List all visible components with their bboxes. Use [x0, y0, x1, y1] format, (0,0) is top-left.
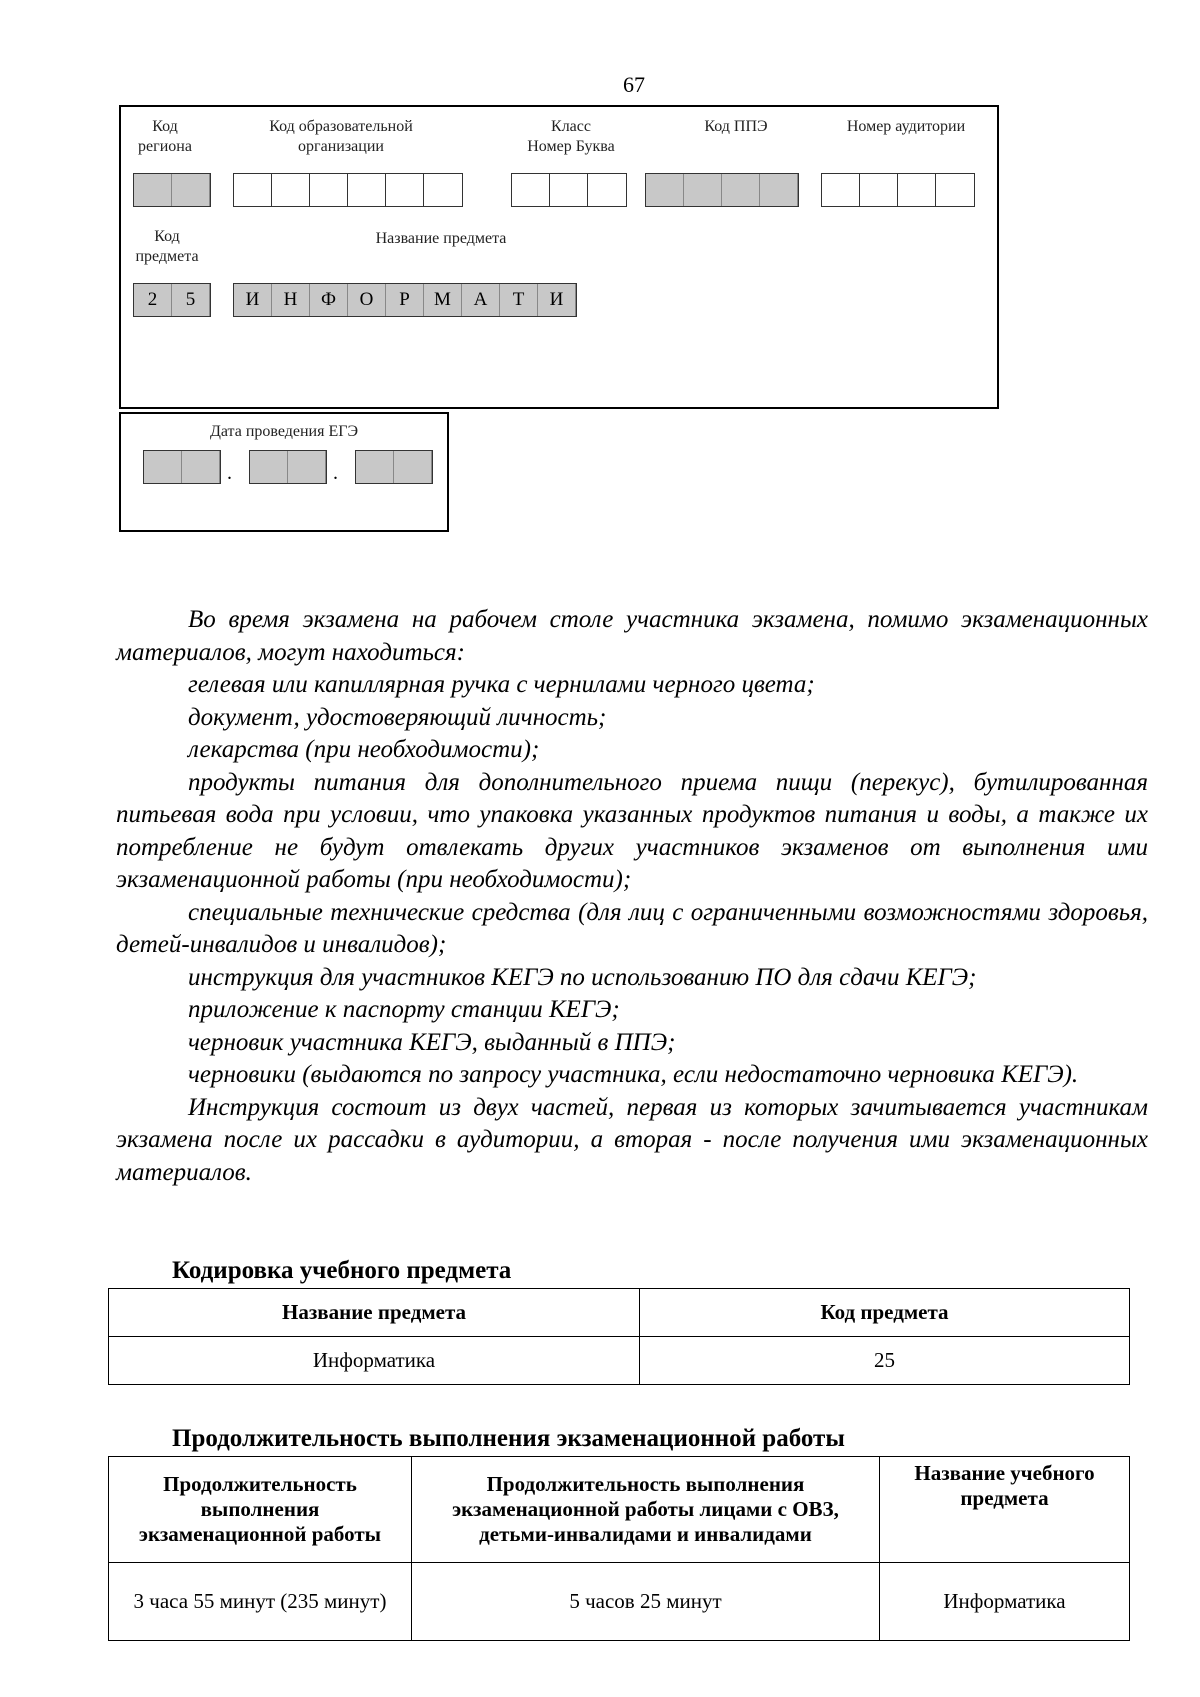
closing-paragraph: Инструкция состоит из двух частей, первая из которых зачитывается участникам экзамена после их рассадки в аудитории, а вторая - после получения ими экзаменационных материалов.: [116, 1093, 1148, 1186]
date-label: Дата проведения ЕГЭ: [209, 423, 359, 440]
col-subject-code: Код предмета: [640, 1289, 1130, 1337]
date-month-cells[interactable]: [249, 450, 327, 484]
instruction-text: [116, 604, 1148, 1189]
coding-heading: Кодировка учебного предмета: [172, 1257, 512, 1284]
class-label: Класс Номер Буква: [527, 118, 615, 155]
cell-subject: Информатика: [880, 1563, 1130, 1641]
duration-heading: Продолжительность выполнения экзаменационной работы: [172, 1425, 845, 1452]
cell-duration-ovz: 5 часов 25 минут: [412, 1563, 880, 1641]
org-label: Код образовательной организации: [269, 118, 413, 155]
subject-code-digit: 5: [172, 284, 210, 316]
room-number-cells[interactable]: [821, 173, 975, 207]
list-item: инструкция для участников КЕГЭ по использованию ПО для сдачи КЕГЭ;: [188, 963, 977, 991]
intro-paragraph: Во время экзамена на рабочем столе участника экзамена, помимо экзаменационных материалов, могут находиться:: [116, 606, 1148, 666]
date-day-cells[interactable]: [143, 450, 221, 484]
subject-letter: А: [462, 284, 500, 316]
subject-letter: М: [424, 284, 462, 316]
cell-duration: 3 часа 55 минут (235 минут): [109, 1563, 412, 1641]
region-label: Код региона: [138, 118, 192, 155]
list-item: приложение к паспорту станции КЕГЭ;: [188, 996, 620, 1023]
subject-letter: Ф: [310, 284, 348, 316]
list-item: черновики (выдаются по запросу участника, если недостаточно черновика КЕГЭ).: [188, 1061, 1079, 1088]
table-row: [109, 1337, 1130, 1385]
col-subject-name: Название предмета: [109, 1289, 640, 1337]
col-subject: Название учебного предмета: [880, 1457, 1130, 1563]
list-item: специальные технические средства (для лиц с ограниченными возможностями здоровья, детей-инвалидов и инвалидов);: [116, 898, 1148, 958]
room-label: Номер аудитории: [846, 118, 966, 135]
org-code-cells[interactable]: [233, 173, 463, 207]
list-item: документ, удостоверяющий личность;: [188, 703, 607, 731]
subject-name-label: Название предмета: [375, 230, 507, 247]
subject-code-label: Код предмета: [135, 228, 199, 265]
list-item: лекарства (при необходимости);: [188, 736, 540, 763]
exam-date-form: [119, 412, 449, 532]
table-row: [109, 1563, 1130, 1641]
ppe-label: Код ППЭ: [704, 118, 768, 135]
coding-table: [108, 1288, 1130, 1385]
registration-form: [119, 105, 999, 409]
region-code-cells[interactable]: [133, 173, 211, 207]
duration-table: [108, 1456, 1130, 1641]
subject-letter: О: [348, 284, 386, 316]
date-separator: .: [333, 462, 338, 484]
subject-name-cells: [233, 283, 577, 317]
cell-subject-name: Информатика: [109, 1337, 640, 1385]
subject-letter: Т: [500, 284, 538, 316]
subject-letter: И: [234, 284, 272, 316]
list-item: гелевая или капиллярная ручка с чернилами черного цвета;: [188, 671, 815, 698]
ppe-code-cells[interactable]: [645, 173, 799, 207]
subject-letter: Р: [386, 284, 424, 316]
cell-subject-code: 25: [640, 1337, 1130, 1385]
subject-letter: Н: [272, 284, 310, 316]
subject-code-cells: [133, 283, 211, 317]
col-duration: Продолжительность выполнения экзаменационной работы: [109, 1457, 412, 1563]
date-year-cells[interactable]: [355, 450, 433, 484]
col-duration-ovz: Продолжительность выполнения экзаменационной работы лицами с ОВЗ, детьми-инвалидами и инвалидами: [412, 1457, 880, 1563]
date-separator: .: [227, 462, 232, 484]
list-item: продукты питания для дополнительного приема пищи (перекус), бутилированная питьевая вода при условии, что упаковка указанных продуктов питания и воды, а также их потребление не будут отвлекать других участников экзаменов от выполнения ими экзаменационной работы (при необходимости);: [116, 768, 1148, 893]
list-item: черновик участника КЕГЭ, выданный в ППЭ;: [188, 1028, 676, 1056]
subject-letter: И: [538, 284, 576, 316]
page-number: 67: [623, 72, 645, 97]
subject-code-digit: 2: [134, 284, 172, 316]
class-cells[interactable]: [511, 173, 627, 207]
